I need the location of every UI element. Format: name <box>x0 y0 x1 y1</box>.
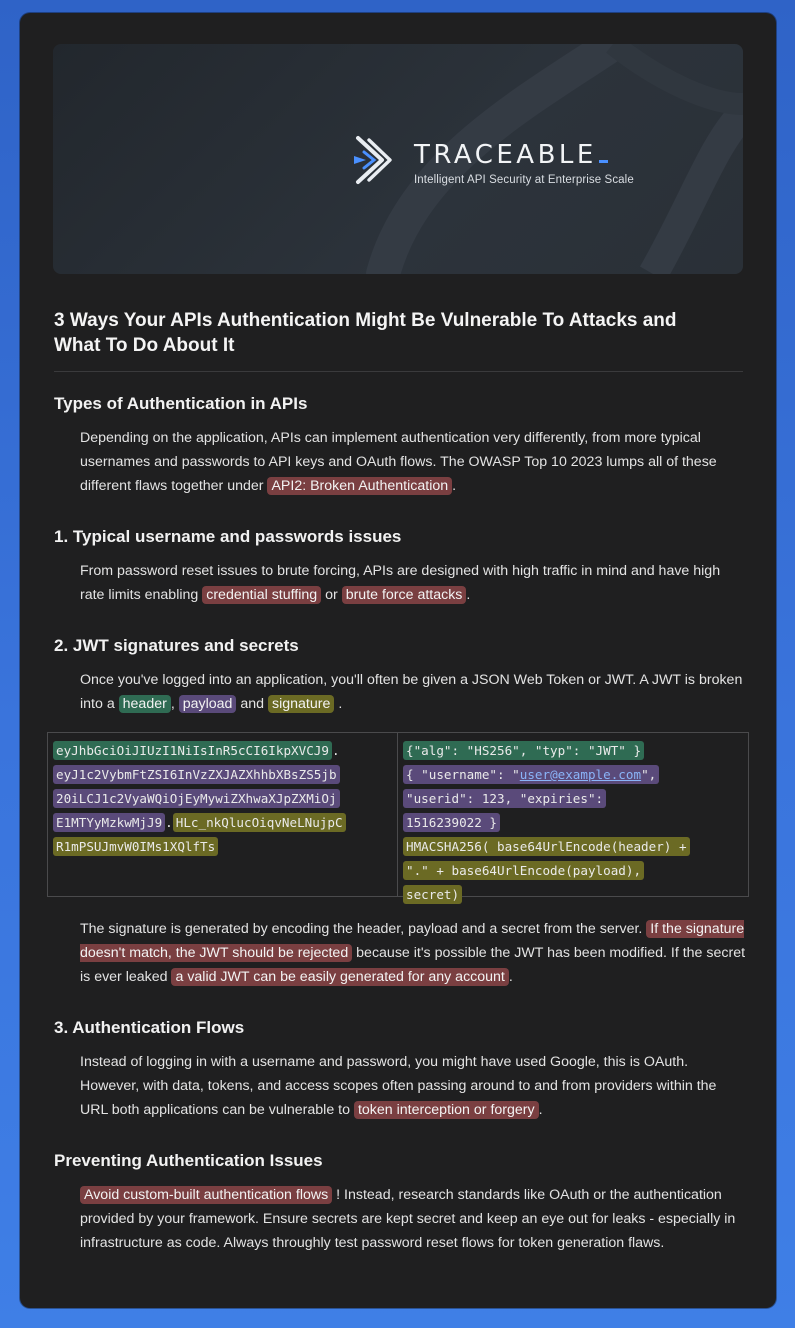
encoded-payload-line: 20iLCJ1c2VyaWQiOjEyMywiZXhwaXJpZXMiOj <box>53 789 340 808</box>
brand-cursor-icon <box>599 160 608 163</box>
flows-paragraph: Instead of logging in with a username and password, you might have used Google, this is OAuth. However, with data, tokens, and access scopes often passing around to and from providers within the URL both applications can be vulnerable to token interception or forgery . <box>80 1054 717 1118</box>
encoded-payload-line: E1MTYyMzkwMjJ9 <box>53 813 165 832</box>
brand-name: TRACEABLE <box>414 140 597 170</box>
jwt-signature-paragraph: The signature is generated by encoding the header, payload and a secret from the server. If the signature doesn't match, the JWT should be rejected because it's possible the JWT has been modified. If the secret is ever leaked a valid JWT can be easily generated for any account . <box>80 921 746 985</box>
highlight-header: header <box>119 695 171 713</box>
decoded-payload-line: "userid": 123, "expiries": <box>403 789 606 808</box>
heading-typical: 1. Typical username and passwords issues <box>54 527 402 546</box>
brand-tagline: Intelligent API Security at Enterprise Scale <box>414 174 634 186</box>
prevent-paragraph: Avoid custom-built authentication flows ! Instead, research standards like OAuth or the authentication provided by your framework. Ensure secrets are kept secret and keep an eye out for leaks - especially in infrastructure as code. Always throughly test password reset flows for token generation flaws. <box>80 1187 736 1251</box>
email-link[interactable]: user@example.com <box>519 767 642 782</box>
jwt-intro-paragraph: Once you've logged into an application, you'll often be given a JSON Web Token or JWT. A JWT is broken into a header , payload and signature . <box>80 672 743 712</box>
jwt-breakdown-table <box>47 732 749 902</box>
types-paragraph: Depending on the application, APIs can implement authentication very differently, from more typical usernames and passwords to API keys and OAuth flows. The OWASP Top 10 2023 lumps all of these different flaws together under API2: Broken Authentication . <box>80 430 717 494</box>
heading-types: Types of Authentication in APIs <box>54 394 308 413</box>
highlight-payload: payload <box>179 695 237 713</box>
encoded-payload-line: eyJ1c2VybmFtZSI6InVzZXJAZXhhbXBsZS5jb <box>53 765 340 784</box>
article-card <box>20 13 776 1308</box>
highlight-broken-auth: API2: Broken Authentication <box>267 477 452 495</box>
typical-paragraph: From password reset issues to brute forcing, APIs are designed with high traffic in mind and have high rate limits enabling credential stuffing or brute force attacks . <box>80 563 721 603</box>
traceable-logo-icon <box>352 132 406 188</box>
decoded-signature-line: secret) <box>403 885 462 904</box>
hero-banner <box>53 44 743 274</box>
decoded-payload-line: { "username": "user@example.com", <box>403 765 659 784</box>
encoded-header: eyJhbGciOiJIUzI1NiIsInR5cCI6IkpXVCJ9 <box>53 741 332 760</box>
decoded-signature-line: HMACSHA256( base64UrlEncode(header) + <box>403 837 690 856</box>
highlight-avoid-custom: Avoid custom-built authentication flows <box>80 1186 332 1204</box>
encoded-signature-line: HLc_nkQlucOiqvNeLNujpC <box>173 813 346 832</box>
highlight-jwt-rejected: If the signature doesn't match, the JWT should be rejected <box>80 921 745 961</box>
encoded-signature-line: R1mPSUJmvW0IMs1XQlfTs <box>53 837 218 856</box>
highlight-credential-stuffing: credential stuffing <box>202 586 321 604</box>
heading-jwt: 2. JWT signatures and secrets <box>54 636 299 655</box>
highlight-valid-jwt: a valid JWT can be easily generated for any account <box>171 968 508 986</box>
title-divider <box>54 371 743 372</box>
article-title: 3 Ways Your APIs Authentication Might Be Vulnerable To Attacks and What To Do About It <box>54 310 677 356</box>
highlight-signature: signature <box>268 695 334 713</box>
decoded-header: {"alg": "HS256", "typ": "JWT" } <box>403 741 644 760</box>
decoded-payload-line: 1516239022 } <box>403 813 500 832</box>
traceable-logo <box>352 132 634 188</box>
jwt-decoded-cell <box>398 733 748 902</box>
decoded-signature-line: "." + base64UrlEncode(payload), <box>403 861 644 880</box>
highlight-brute-force: brute force attacks <box>342 586 467 604</box>
highlight-token-interception: token interception or forgery <box>354 1101 539 1119</box>
heading-flows: 3. Authentication Flows <box>54 1018 245 1037</box>
heading-prevent: Preventing Authentication Issues <box>54 1151 323 1170</box>
jwt-encoded-cell: eyJhbGciOiJIUzI1NiIsInR5cCI6IkpXVCJ9 . eyJ1c2VybmFtZSI6InVzZXJAZXhhbXBsZS5jb 20iLCJ1c2VyaWQiOjEyMywiZXhwaXJpZXMiOj E1MTYyMzkwMjJ9 . HLc_nkQlucOiqvNeLNujpC R1mPSUJmvW0IMs1XQlfTs <box>48 733 398 896</box>
